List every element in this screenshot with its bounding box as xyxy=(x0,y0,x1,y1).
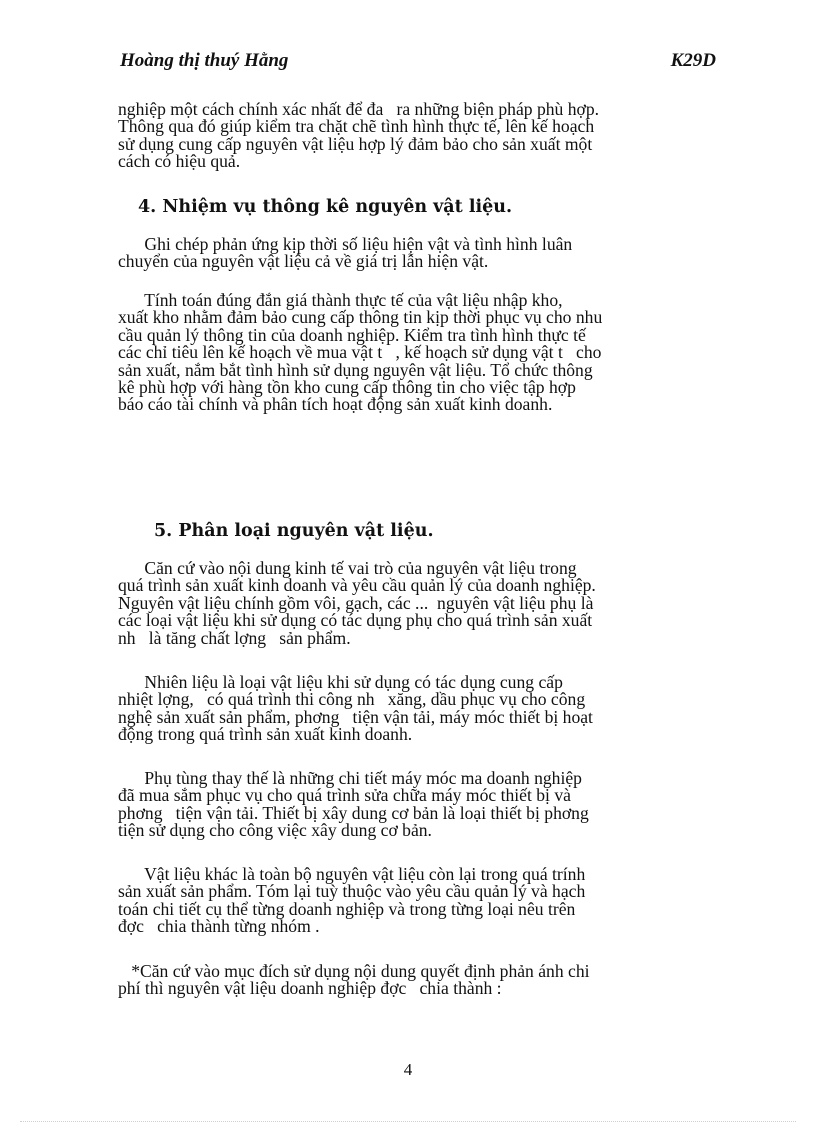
page-bottom-divider xyxy=(20,1121,796,1122)
text-line: Ghi chép phản ứng kịp thời số liệu hiện vật và tình hình luân xyxy=(118,234,573,254)
text-line: tiện sử dụng cho công việc xây dung cơ bản. xyxy=(118,820,432,841)
text-line: cách có hiệu quả. xyxy=(118,151,241,172)
text-line: Phụ tùng thay thế là những chi tiết máy móc ma doanh nghiệp xyxy=(118,768,582,788)
paragraph-other-materials xyxy=(118,866,718,936)
text-line: cầu quản lý thông tin của doanh nghiệp. Kiểm tra tình hình thực tế xyxy=(118,324,586,345)
paragraph-fuel xyxy=(118,674,718,744)
text-line: sản xuất, nắm bắt tình hình sử dụng nguyên vật liệu. Tổ chức thông xyxy=(118,359,593,380)
page-number: 4 xyxy=(403,1060,413,1079)
class-code: K29D xyxy=(670,50,716,71)
text-line: phơng tiện vận tải. Thiết bị xây dung cơ bản là loại thiết bị phơng xyxy=(118,802,589,823)
paragraph-record xyxy=(118,236,718,271)
text-line: động trong quá trình sản xuất kinh doanh. xyxy=(118,724,413,745)
text-line: Nguyên vật liệu chính gồm vôi, gạch, các ... nguyên vật liệu phụ là xyxy=(118,592,594,613)
text-line: các loại vật liệu khi sử dụng có tác dụng phụ cho quá trình sản xuất xyxy=(118,610,593,631)
paragraph-spare-parts xyxy=(118,770,718,840)
text-line: kê phù hợp với hàng tồn kho cung cấp thông tin cho việc tập hợp xyxy=(118,377,576,398)
text-line: nghiệp một cách chính xác nhất để đa ra những biện pháp phù hợp. xyxy=(118,99,600,119)
text-line: quá trình sản xuất kinh doanh và yêu cầu quản lý của doanh nghiệp. xyxy=(118,575,596,596)
heading-section-4: 4. Nhiệm vụ thông kê nguyên vật liệu. xyxy=(138,197,513,217)
paragraph-purpose xyxy=(118,963,718,998)
text-line: sử dụng cung cấp nguyên vật liệu hợp lý đảm bảo cho sản xuất một xyxy=(118,133,593,154)
paragraph-basis xyxy=(118,560,718,647)
author-name: Hoàng thị thuý Hằng xyxy=(120,50,289,71)
text-line: chuyển của nguyên vật liệu cả về giá trị lẫn hiện vật. xyxy=(118,251,489,272)
text-line: nghệ sản xuất sản phẩm, phơng tiện vận tải, máy móc thiết bị hoạt xyxy=(118,706,593,727)
text-line: đợc chia thành từng nhóm . xyxy=(118,916,320,937)
text-line: sản xuất sản phẩm. Tóm lại tuỳ thuộc vào yêu cầu quản lý và hạch xyxy=(118,881,586,902)
text-line: xuất kho nhằm đảm bảo cung cấp thông tin kịp thời phục vụ cho nhu xyxy=(118,307,603,328)
paragraph-calculation xyxy=(118,292,718,414)
text-line: *Căn cứ vào mục đích sử dụng nội dung quyết định phản ánh chi xyxy=(118,961,590,981)
text-line: Căn cứ vào nội dung kinh tế vai trò của nguyên vật liệu trong xyxy=(118,558,577,578)
paragraph-intro xyxy=(118,101,718,171)
text-line: nh là tăng chất lợng sản phẩm. xyxy=(118,627,351,648)
text-line: Thông qua đó giúp kiểm tra chặt chẽ tình hình thực tế, lên kế hoạch xyxy=(118,116,595,137)
text-line: Tính toán đúng đắn giá thành thực tế của vật liệu nhập kho, xyxy=(118,290,563,310)
heading-section-5: 5. Phân loại nguyên vật liệu. xyxy=(154,521,434,541)
text-line: đã mua sắm phục vụ cho quá trình sửa chữa máy móc thiết bị và xyxy=(118,785,571,806)
text-line: phí thì nguyên vật liệu doanh nghiệp đợc chia thành : xyxy=(118,978,502,999)
text-line: các chỉ tiêu lên kế hoạch về mua vật t , kế hoạch sử dụng vật t cho xyxy=(118,342,602,363)
text-line: báo cáo tài chính và phân tích hoạt động sản xuất kinh doanh. xyxy=(118,394,553,415)
text-line: Vật liệu khác là toàn bộ nguyên vật liệu còn lại trong quá trính xyxy=(118,864,586,884)
text-line: nhiệt lợng, có quá trình thi công nh xăng, dầu phục vụ cho công xyxy=(118,689,586,710)
text-line: toán chi tiết cụ thể từng doanh nghiệp và trong từng loại nêu trên xyxy=(118,898,576,919)
page-header xyxy=(120,50,716,72)
text-line: Nhiên liệu là loại vật liệu khi sử dụng có tác dụng cung cấp xyxy=(118,672,563,692)
